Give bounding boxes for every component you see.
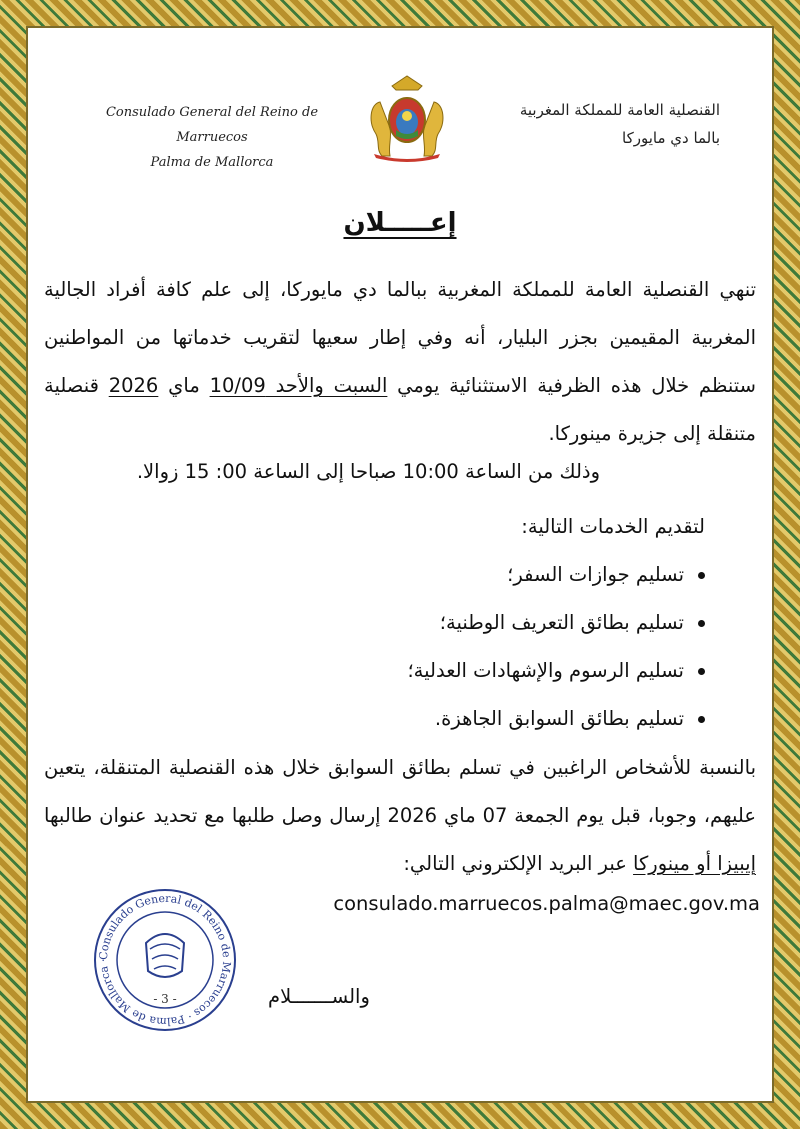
header-arabic-line1: القنصلية العامة للمملكة المغربية [519, 101, 720, 119]
header-arabic [470, 96, 720, 152]
paragraph-criminal-record-end: عبر البريد الإلكتروني التالي: [403, 852, 634, 875]
closing-salutation: والســـــــلام [268, 985, 370, 1008]
bullet-icon [698, 620, 705, 627]
list-item-label: تسليم بطائق التعريف الوطنية؛ [439, 611, 684, 634]
paragraph-intro-text: تنهي القنصلية العامة للمملكة المغربية ببالما دي مايوركا، إلى علم كافة أفراد الجالية المغربية المقيمين بجزر البليار، أنه وفي إطار سعيها لتقريب خدماتها من المواطنين ستنظم خلال هذه الظرفية الاستثنائية يومي [44, 278, 757, 397]
paragraph-intro [44, 266, 756, 458]
list-item-label: تسليم جوازات السفر؛ [507, 563, 684, 586]
list-item-label: تسليم بطائق السوابق الجاهزة. [434, 707, 684, 730]
paragraph-criminal-record-text: بالنسبة للأشخاص الراغبين في تسلم بطائق السوابق خلال هذه القنصلية المتنقلة، يتعين عليهم، وجوبا، قبل يوم الجمعة 07 ماي 2026 إرسال وصل طلبها مع تحديد عنوان طالبها [44, 756, 756, 827]
list-item [200, 659, 705, 682]
paragraph-criminal-record [44, 744, 756, 888]
header-arabic-line2: بالما دي مايوركا [622, 129, 720, 147]
list-item-label: تسليم الرسوم والإشهادات العدلية؛ [407, 659, 684, 682]
header-spanish [82, 100, 342, 175]
header-spanish-line2: Palma de Mallorca [150, 155, 274, 170]
paragraph-criminal-record-islands: إيبيزا أو مينوركا [633, 852, 756, 875]
bullet-icon [698, 716, 705, 723]
announcement-title: إعـــــلان [343, 208, 457, 238]
paragraph-intro-end: قنصلية متنقلة إلى جزيرة مينوركا. [44, 374, 756, 445]
list-item [200, 563, 705, 586]
seal-ring-text: Consulado General del Reino de Marruecos · Palma de Mallorca · [96, 891, 234, 1029]
paragraph-intro-year: 2026 [108, 374, 159, 397]
paragraph-intro-days: السبت والأحد 10/09 [209, 374, 388, 397]
bullet-icon [698, 572, 705, 579]
header-spanish-line1: Consulado General del Reino de Marruecos [105, 105, 319, 145]
paragraph-intro-month: ماي [158, 374, 210, 397]
contact-email: consulado.marruecos.palma@maec.gov.ma [333, 892, 760, 915]
list-item [200, 611, 705, 634]
bullet-icon [698, 668, 705, 675]
time-line: وذلك من الساعة 10:00 صباحا إلى الساعة 00: 15 زوالا. [136, 460, 600, 483]
consulate-seal-icon [90, 885, 240, 1035]
coat-of-arms-icon [360, 72, 454, 162]
seal-number: - 3 - [153, 992, 177, 1006]
list-item [200, 707, 705, 730]
services-intro: لتقديم الخدمات التالية: [521, 515, 705, 538]
